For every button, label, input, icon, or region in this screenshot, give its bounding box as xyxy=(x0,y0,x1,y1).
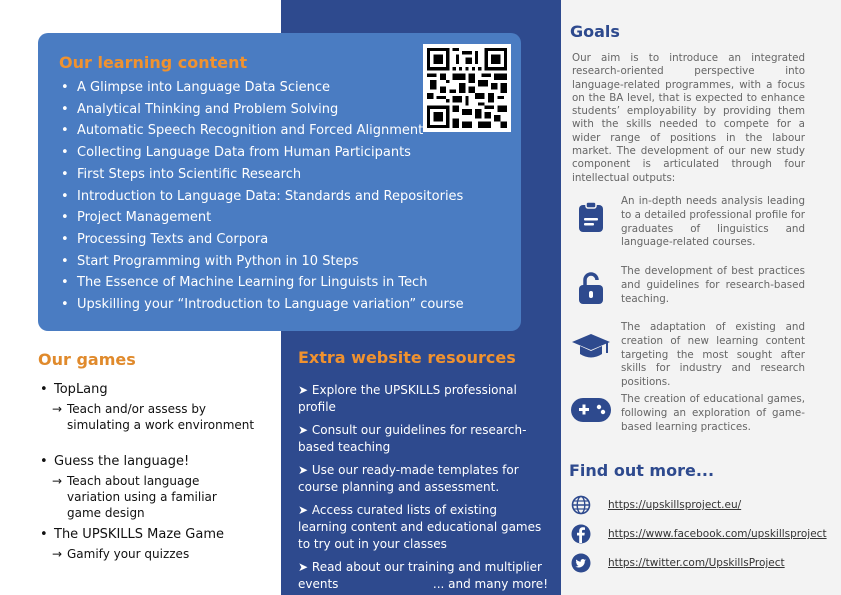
game-description: Gamify your quizzes xyxy=(67,547,190,561)
gamepad-icon xyxy=(570,396,612,424)
game-name: TopLang xyxy=(54,382,108,397)
find-out-more-title: Find out more... xyxy=(569,461,715,480)
extra-resource-item: ➤ Access curated lists of existing learning content and educational games to try out in your classes xyxy=(298,503,542,551)
website-link[interactable]: https://upskillsproject.eu/ xyxy=(608,499,742,511)
twitter-link[interactable]: https://twitter.com/UpskillsProject xyxy=(608,557,785,569)
graduation-cap-icon xyxy=(571,331,611,363)
game-item: • The UPSKILLS Maze Game → Gamify your quizzes xyxy=(40,527,224,561)
game-name: Guess the language! xyxy=(54,454,190,469)
output-item-educational-games xyxy=(568,393,808,434)
learning-item: • Collecting Language Data from Human Participants xyxy=(61,145,411,161)
output-text: The creation of educational games, following an exploration of game-based learning practices. xyxy=(621,393,805,433)
learning-item: • Introduction to Language Data: Standards and Repositories xyxy=(61,188,464,204)
link-row-twitter xyxy=(570,552,785,574)
clipboard-icon xyxy=(578,201,604,233)
learning-item: • Processing Texts and Corpora xyxy=(61,231,269,247)
pointer-icon: ➤ xyxy=(298,463,309,477)
facebook-link[interactable]: https://www.facebook.com/upskillsproject xyxy=(608,528,827,540)
output-item-needs-analysis xyxy=(568,195,808,250)
and-more-text: ... and many more! xyxy=(432,577,548,591)
game-item: • Guess the language! → Teach about language variation using a familiar game design xyxy=(40,454,252,521)
facebook-icon xyxy=(571,524,591,544)
output-item-learning-content xyxy=(568,321,808,390)
qr-code-icon xyxy=(427,48,507,128)
link-row-website xyxy=(570,494,741,516)
output-text: The adaptation of existing and creation of new learning content targeting the most sought after skills for industry and research positions. xyxy=(621,321,805,389)
learning-item: • A Glimpse into Language Data Science xyxy=(61,80,331,95)
extra-resource-item: ➤ Explore the UPSKILLS professional profile xyxy=(298,383,517,414)
game-description: Teach and/or assess by simulating a work environment xyxy=(67,402,255,432)
learning-item: • The Essence of Machine Learning for Linguists in Tech xyxy=(61,275,428,291)
globe-icon xyxy=(571,495,591,515)
pointer-icon: ➤ xyxy=(298,383,309,397)
extra-resources-list xyxy=(298,382,548,595)
learning-content-list xyxy=(61,77,464,316)
goals-intro: Our aim is to introduce an integrated research-oriented perspective into language-related programmes, with a focus on the BA level, that is expected to enhance students’ employability by providing them with the skills needed to compete for a wider range of positions in the labour market. The development of our new study component is articulated through four intellectual outputs: xyxy=(572,52,805,184)
learning-item: • Upskilling your “Introduction to Language variation” course xyxy=(61,297,464,313)
learning-item: • Automatic Speech Recognition and Forced Alignment xyxy=(61,123,424,139)
extra-resource-item: ➤ Consult our guidelines for research-based teaching xyxy=(298,423,527,454)
pointer-icon: ➤ xyxy=(298,503,309,517)
qr-code[interactable] xyxy=(423,44,511,132)
extra-resources-title: Extra website resources xyxy=(298,348,516,367)
game-description: Teach about language variation using a familiar game design xyxy=(67,474,217,520)
extra-resource-item: ➤ Use our ready-made templates for course planning and assessment. xyxy=(298,463,519,494)
unlock-icon xyxy=(577,271,605,305)
game-item: • TopLang → Teach and/or assess by simulating a work environment xyxy=(40,382,262,433)
games-title: Our games xyxy=(38,350,136,369)
learning-item: • Start Programming with Python in 10 Steps xyxy=(61,253,359,269)
learning-item: • Analytical Thinking and Problem Solving xyxy=(61,101,339,117)
twitter-icon xyxy=(571,553,591,573)
output-text: The development of best practices and guidelines for research-based teaching. xyxy=(621,265,805,305)
learning-item: • First Steps into Scientific Research xyxy=(61,166,302,182)
game-name: The UPSKILLS Maze Game xyxy=(54,527,224,542)
link-row-facebook xyxy=(570,523,827,545)
learning-item: • Project Management xyxy=(61,210,212,226)
pointer-icon: ➤ xyxy=(298,560,309,574)
learning-content-box xyxy=(38,33,521,331)
learning-content-title: Our learning content xyxy=(59,53,248,72)
output-text: An in-depth needs analysis leading to a detailed professional profile for graduates of linguistics and language-related courses. xyxy=(621,195,805,249)
pointer-icon: ➤ xyxy=(298,423,309,437)
output-item-best-practices xyxy=(568,265,808,306)
extra-resource-item: ➤ Read about our training and multiplier events ... and many more! xyxy=(298,560,548,591)
goals-title: Goals xyxy=(570,22,620,41)
